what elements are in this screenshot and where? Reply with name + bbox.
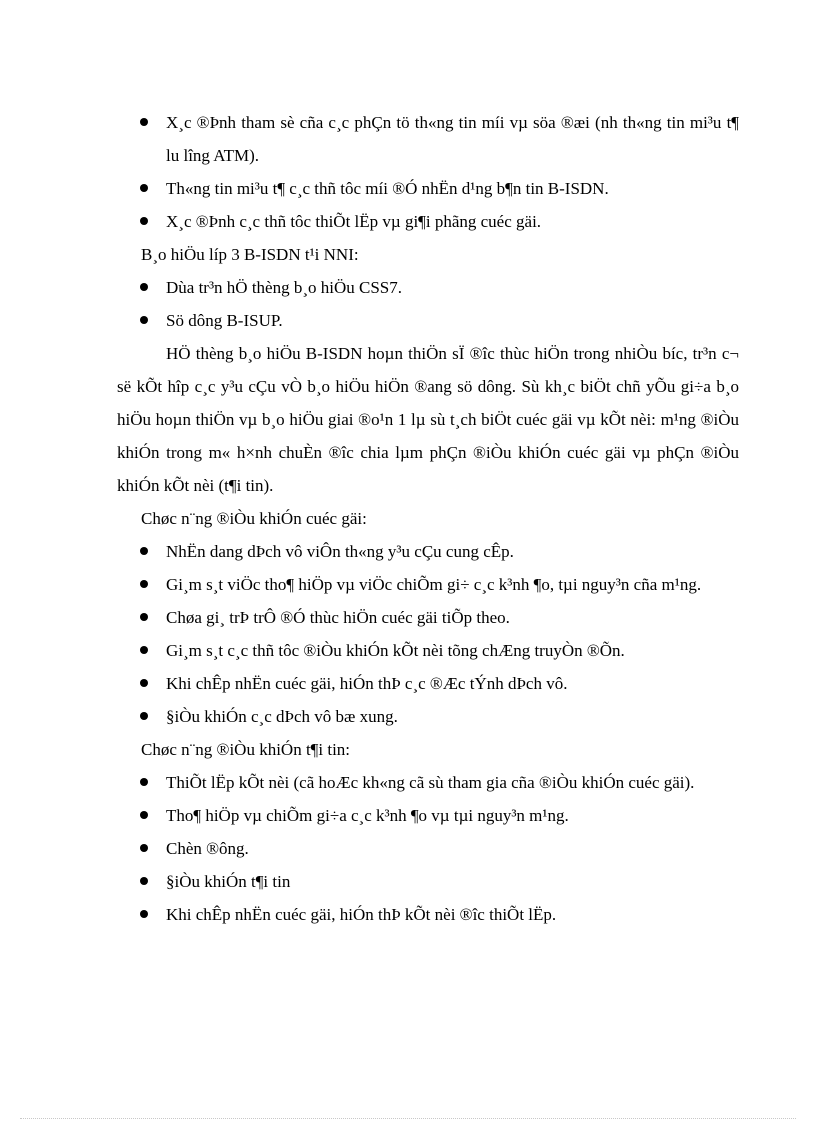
- bullet-text: §iÒu khiÓn c¸c dÞch vô bæ xung.: [166, 707, 398, 726]
- bullet-text: Chèn ®ông.: [166, 839, 249, 858]
- bullet-item: [117, 205, 739, 238]
- section-heading: B¸o hiÖu líp 3 B-ISDN t¹i NNI:: [141, 245, 359, 264]
- bullet-text: ThiÕt lËp kÕt nèi (cã hoÆc kh«ng cã sù tham gia cña ®iÒu khiÓn cuéc gäi).: [166, 773, 695, 792]
- bullet-text: Th«ng tin mi³u t¶ c¸c thñ tôc míi ®Ó nhËn d¹ng b¶n tin B-ISDN.: [166, 179, 609, 198]
- bullet-item: [117, 304, 739, 337]
- bullet-dot-icon: [140, 646, 148, 654]
- bullet-item: [117, 568, 739, 601]
- page-content: [117, 106, 739, 931]
- bullet-item: [117, 667, 739, 700]
- bullet-text: Chøa gi¸ trÞ trÔ ®Ó thùc hiÖn cuéc gäi tiÕp theo.: [166, 608, 510, 627]
- bullet-dot-icon: [140, 679, 148, 687]
- bullet-text: Khi chÊp nhËn cuéc gäi, hiÓn thÞ c¸c ®Æc tÝnh dÞch vô.: [166, 674, 568, 693]
- bullet-item: [117, 106, 739, 172]
- bullet-text: X¸c ®Þnh tham sè cña c¸c phÇn tö th«ng tin míi vµ söa ®æi (nh th«ng tin mi³u t¶ lu lîng ATM).: [166, 113, 739, 165]
- bullet-item: [117, 535, 739, 568]
- bullet-item: [117, 799, 739, 832]
- bullet-dot-icon: [140, 547, 148, 555]
- bullet-text: Sö dông B-ISUP.: [166, 311, 283, 330]
- bullet-text: NhËn dang dÞch vô viÔn th«ng y³u cÇu cung cÊp.: [166, 542, 514, 561]
- bullet-text: Khi chÊp nhËn cuéc gäi, hiÓn thÞ kÕt nèi ®îc thiÕt lËp.: [166, 905, 557, 924]
- bullet-dot-icon: [140, 712, 148, 720]
- bullet-dot-icon: [140, 118, 148, 126]
- bullet-item: [117, 172, 739, 205]
- bullet-item: [117, 865, 739, 898]
- bullet-dot-icon: [140, 877, 148, 885]
- bullet-dot-icon: [140, 217, 148, 225]
- bullet-text: Gi¸m s¸t c¸c thñ tôc ®iÒu khiÓn kÕt nèi tõng chÆng truyÒn ®Õn.: [166, 641, 625, 660]
- bullet-dot-icon: [140, 910, 148, 918]
- bullet-item: [117, 898, 739, 931]
- body-paragraph: HÖ thèng b¸o hiÖu B-ISDN hoµn thiÖn sÏ ®îc thùc hiÖn trong nhiÒu bíc, tr³n c¬ së kÕt hîp c¸c y³u cÇu vÒ b¸o hiÖu hiÖn ®ang sö dông. Sù kh¸c biÖt chñ yÕu gi÷a b¸o hiÖu hoµn thiÖn vµ b¸o hiÖu giai ®o¹n 1 lµ sù t¸ch biÖt cuéc gäi vµ kÕt nèi: m¹ng ®iÒu khiÓn trong m« h×nh chuÈn ®îc chia lµm phÇn ®iÒu khiÓn cuéc gäi vµ phÇn ®iÒu khiÓn kÕt nèi (t¶i tin).: [117, 344, 739, 495]
- bullet-item: [117, 634, 739, 667]
- bullet-item: [117, 766, 739, 799]
- bullet-item: [117, 601, 739, 634]
- bullet-dot-icon: [140, 316, 148, 324]
- bullet-dot-icon: [140, 580, 148, 588]
- section-heading: Chøc n¨ng ®iÒu khiÓn t¶i tin:: [141, 740, 351, 759]
- bullet-text: X¸c ®Þnh c¸c thñ tôc thiÕt lËp vµ gi¶i phãng cuéc gäi.: [166, 212, 542, 231]
- bullet-dot-icon: [140, 811, 148, 819]
- bullet-dot-icon: [140, 844, 148, 852]
- page-bottom-rule: [20, 1118, 796, 1119]
- bullet-dot-icon: [140, 184, 148, 192]
- bullet-item: [117, 832, 739, 865]
- section-heading: Chøc n¨ng ®iÒu khiÓn cuéc gäi:: [141, 509, 367, 528]
- bullet-dot-icon: [140, 613, 148, 621]
- bullet-dot-icon: [140, 778, 148, 786]
- bullet-text: Dùa tr³n hÖ thèng b¸o hiÖu CSS7.: [166, 278, 403, 297]
- bullet-text: §iÒu khiÓn t¶i tin: [166, 872, 291, 891]
- bullet-item: [117, 271, 739, 304]
- bullet-dot-icon: [140, 283, 148, 291]
- bullet-text: Tho¶ hiÖp vµ chiÕm gi÷a c¸c k³nh ¶o vµ tµi nguy³n m¹ng.: [166, 806, 569, 825]
- bullet-item: [117, 700, 739, 733]
- bullet-text: Gi¸m s¸t viÖc tho¶ hiÖp vµ viÖc chiÕm gi÷ c¸c k³nh ¶o, tµi nguy³n cña m¹ng.: [166, 575, 702, 594]
